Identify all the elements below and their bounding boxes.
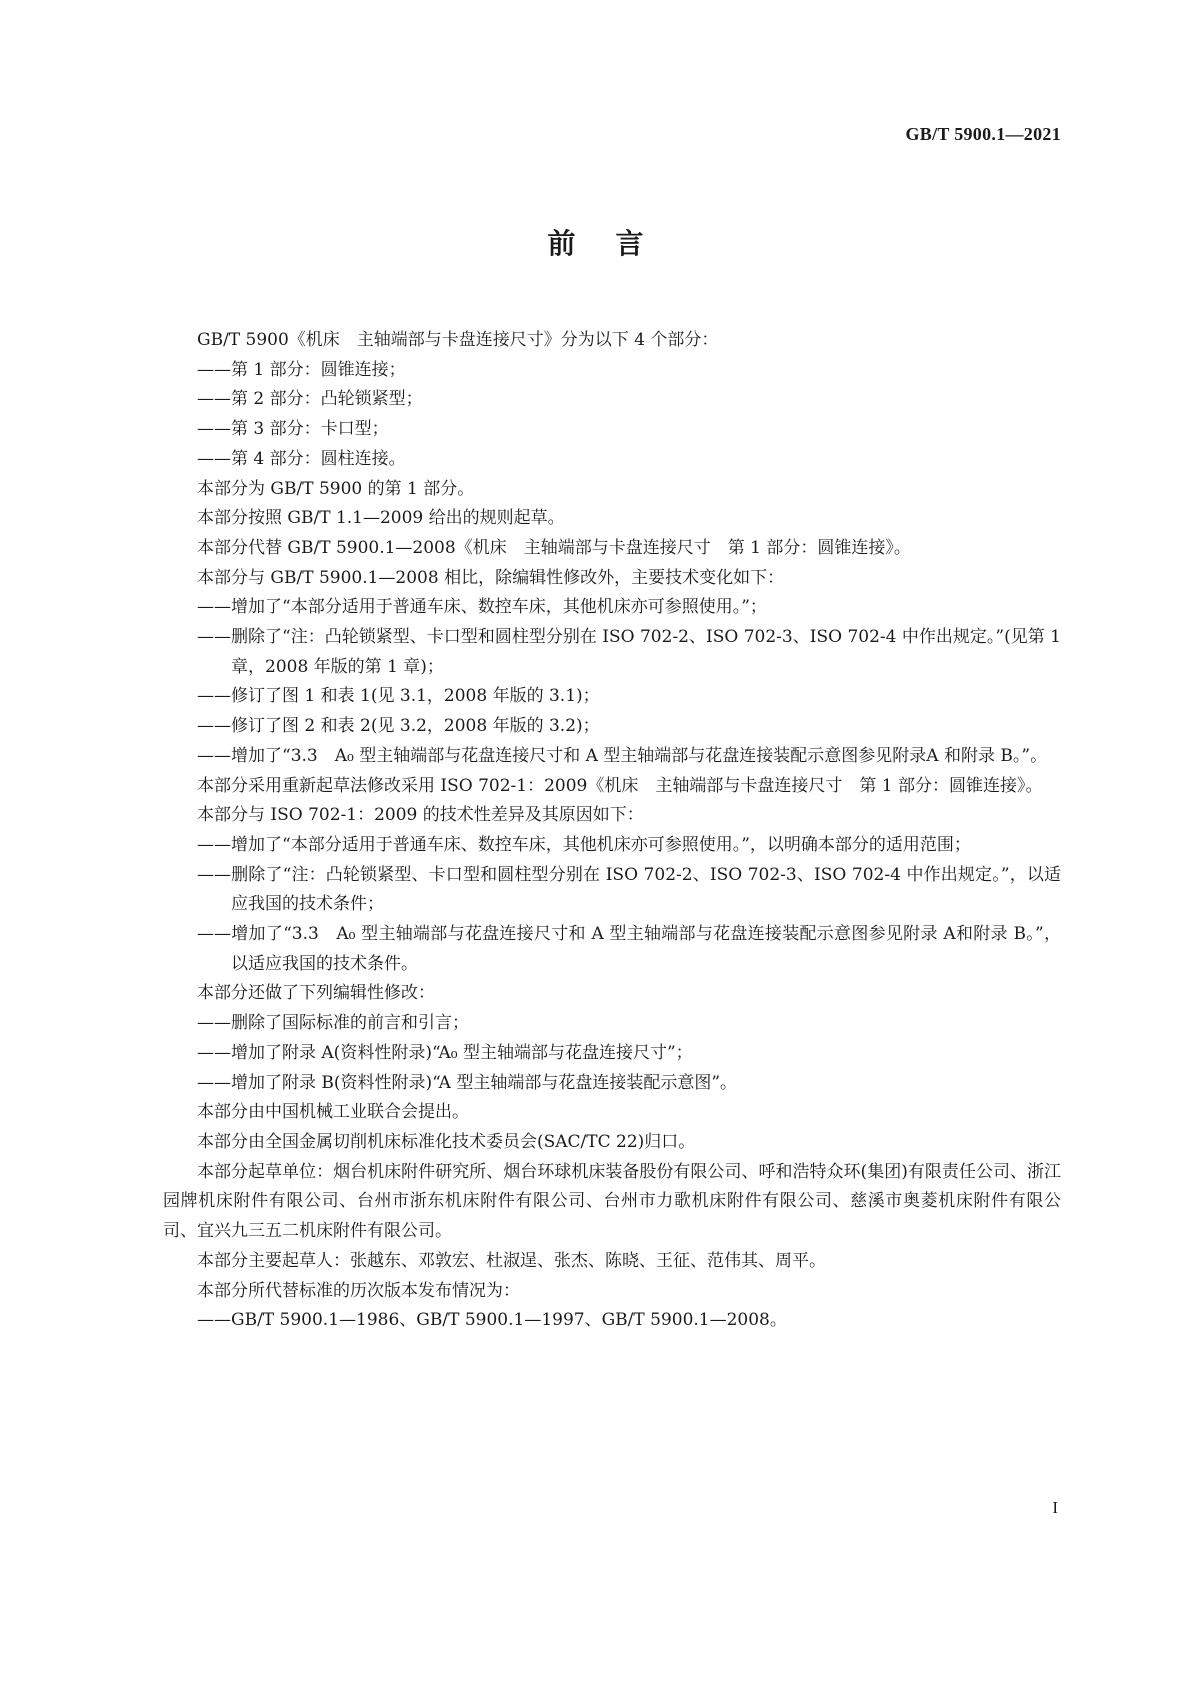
- list-item: ——第 4 部分：圆柱连接。: [197, 448, 406, 469]
- foreword-body: [163, 326, 1061, 1336]
- paragraph: 本部分与 GB/T 5900.1—2008 相比，除编辑性修改外，主要技术变化如下：: [197, 567, 785, 588]
- paragraph: 本部分代替 GB/T 5900.1—2008《机床 主轴端部与卡盘连接尺寸 第 1 部分：圆锥连接》。: [197, 537, 911, 558]
- list-item: ——增加了“3.3 A₀ 型主轴端部与花盘连接尺寸和 A 型主轴端部与花盘连接装配示意图参见附录 A和附录 B。”，以适应我国的技术条件。: [197, 924, 1061, 974]
- paragraph: 本部分采用重新起草法修改采用 ISO 702-1：2009《机床 主轴端部与卡盘连接尺寸 第 1 部分：圆锥连接》。: [197, 775, 1043, 796]
- paragraph: 本部分主要起草人：张越东、邓敦宏、杜淑逞、张杰、陈晓、王征、范伟其、周平。: [197, 1250, 826, 1271]
- standard-code: GB/T 5900.1—2021: [905, 124, 1061, 144]
- page-title: 前言: [547, 227, 684, 260]
- page-number: I: [1052, 1498, 1058, 1517]
- list-item: ——增加了附录 A(资料性附录)“A₀ 型主轴端部与花盘连接尺寸”；: [197, 1042, 693, 1063]
- list-item: ——增加了“本部分适用于普通车床、数控车床，其他机床亦可参照使用。”，以明确本部分的适用范围；: [197, 834, 971, 855]
- paragraph: 本部分按照 GB/T 1.1—2009 给出的规则起草。: [197, 508, 565, 529]
- list-item: ——第 1 部分：圆锥连接；: [197, 359, 406, 380]
- paragraph: 本部分还做了下列编辑性修改：: [197, 983, 435, 1004]
- list-item: ——删除了“注：凸轮锁紧型、卡口型和圆柱型分别在 ISO 702-2、ISO 702-3、ISO 702-4 中作出规定。”(见第 1 章，2008 年版的第 1 章)；: [197, 627, 1061, 677]
- paragraph: GB/T 5900《机床 主轴端部与卡盘连接尺寸》分为以下 4 个部分：: [197, 330, 719, 350]
- list-item: ——修订了图 1 和表 1(见 3.1，2008 年版的 3.1)；: [197, 686, 600, 707]
- paragraph: 本部分由中国机械工业联合会提出。: [197, 1102, 469, 1123]
- list-item: ——删除了“注：凸轮锁紧型、卡口型和圆柱型分别在 ISO 702-2、ISO 702-3、ISO 702-4 中作出规定。”，以适应我国的技术条件；: [197, 864, 1061, 915]
- paragraph: 本部分所代替标准的历次版本发布情况为：: [197, 1280, 520, 1301]
- list-item: ——修订了图 2 和表 2(见 3.2，2008 年版的 3.2)；: [197, 716, 600, 737]
- list-item: ——增加了“3.3 A₀ 型主轴端部与花盘连接尺寸和 A 型主轴端部与花盘连接装配示意图参见附录A 和附录 B。”。: [197, 745, 1048, 766]
- list-item: ——第 3 部分：卡口型；: [197, 419, 389, 440]
- list-item: ——增加了“本部分适用于普通车床、数控车床，其他机床亦可参照使用。”；: [197, 597, 767, 618]
- list-item: ——增加了附录 B(资料性附录)“A 型主轴端部与花盘连接装配示意图”。: [197, 1072, 738, 1093]
- paragraph: 本部分为 GB/T 5900 的第 1 部分。: [197, 478, 475, 499]
- list-item: ——第 2 部分：凸轮锁紧型；: [197, 389, 423, 410]
- paragraph: 本部分与 ISO 702-1：2009 的技术性差异及其原因如下：: [197, 805, 644, 826]
- list-item: ——删除了国际标准的前言和引言；: [197, 1013, 469, 1034]
- list-item: ——GB/T 5900.1—1986、GB/T 5900.1—1997、GB/T 5900.1—2008。: [197, 1310, 787, 1331]
- paragraph: 本部分由全国金属切削机床标准化技术委员会(SAC/TC 22)归口。: [197, 1131, 696, 1152]
- paragraph: 本部分起草单位：烟台机床附件研究所、烟台环球机床装备股份有限公司、呼和浩特众环(集团)有限责任公司、浙江园牌机床附件有限公司、台州市浙东机床附件有限公司、台州市力歌机床附件有限公司、慈溪市奥菱机床附件有限公司、宜兴九三五二机床附件有限公司。: [163, 1161, 1061, 1242]
